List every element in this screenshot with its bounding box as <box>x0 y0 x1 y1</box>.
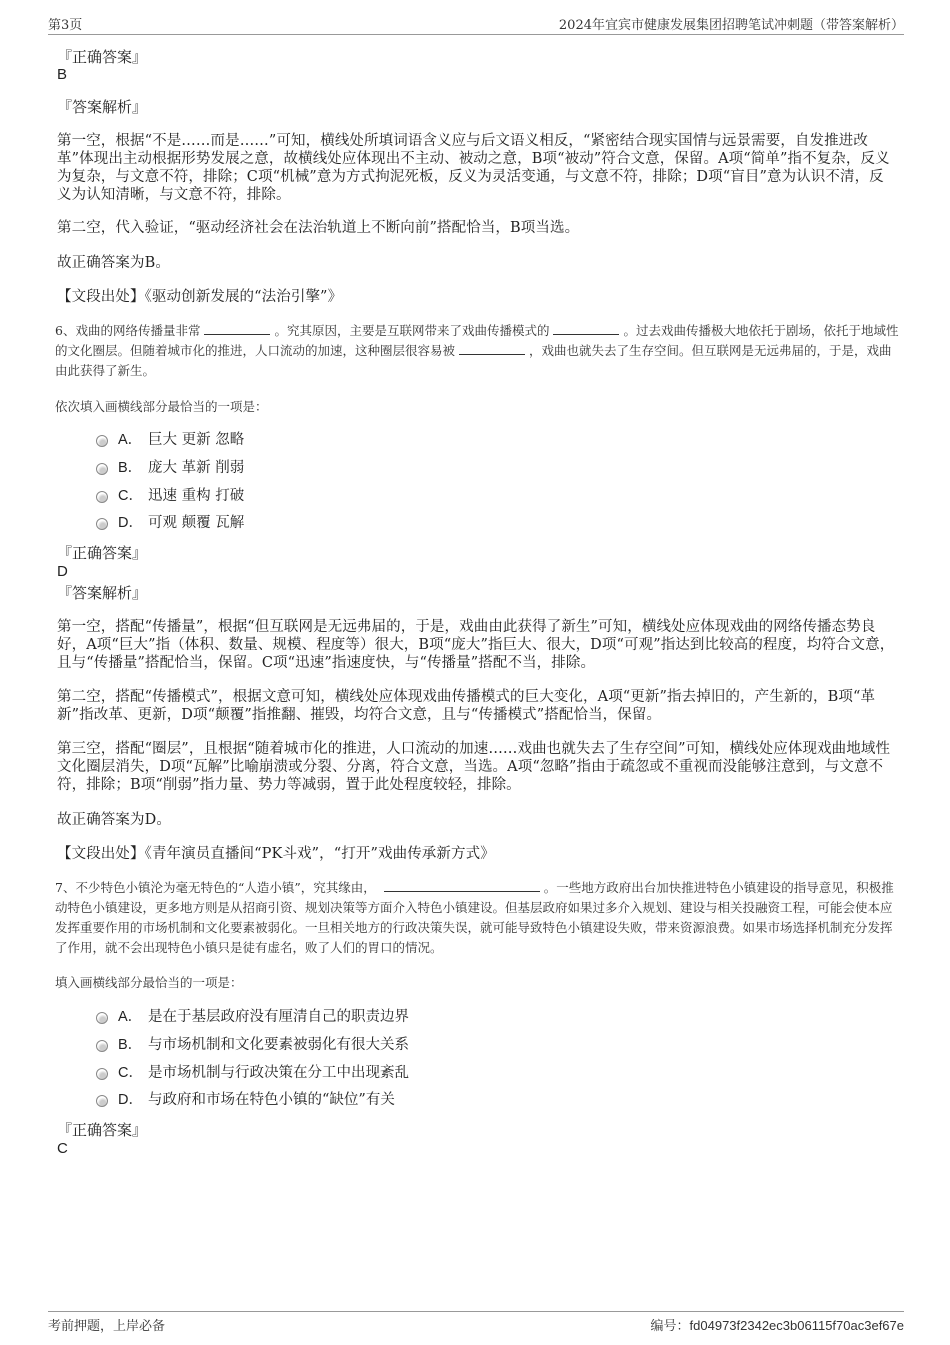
page-header <box>48 12 904 35</box>
radio-icon[interactable] <box>96 1068 108 1080</box>
footer-note: 考前押题，上岸必备 <box>48 1319 166 1334</box>
q7-stem: 7、不少特色小镇沦为毫无特色的“人造小镇”，究其缘由， 。一些地方政府出台加快推进特色小镇建设的指导意见，积极推动特色小镇建设，更多地方则是从招商引资、规划决策等方面介入特色小镇建设。但基层政府如果过多介入规划、建设与相关投融资工程，可能会使本应发挥重要作用的市场机制和文化要素被弱化。一旦相关地方的行政决策失误，就可能导致特色小镇建设失败，带来资源浪费。如果市场选择机制充分发挥了作用，就不会出现特色小镇只是徒有虚名，败了人们的胃口的情况。 <box>55 880 894 955</box>
q5-answer: B <box>57 66 68 83</box>
q5-analysis-conclusion: 故正确答案为B。 <box>57 255 170 271</box>
q6-prompt: 依次填入画横线部分最恰当的一项是： <box>55 399 268 414</box>
q6-stem: 6、戏曲的网络传播量非常 。究其原因，主要是互联网带来了戏曲传播模式的 。过去戏曲传播极大地依托于剧场，依托于地域性的文化圈层。但随着城市化的推进，人口流动的加速，这种圈层很容易被 ，戏曲也就失去了生存空间。但互联网是无远弗届的，于是，戏曲由此获得了新生。 <box>55 323 899 378</box>
q6-source: 【文段出处】《青年演员直播间“PK斗戏”，“打开”戏曲传承新方式》 <box>57 846 495 862</box>
q7-option-d[interactable]: D． 与政府和市场在特色小镇的“缺位”有关 <box>96 1090 395 1110</box>
radio-icon[interactable] <box>96 1095 108 1107</box>
radio-icon[interactable] <box>96 435 108 447</box>
radio-icon[interactable] <box>96 463 108 475</box>
document-title: 2024年宜宾市健康发展集团招聘笔试冲刺题（带答案解析） <box>558 18 904 33</box>
q6-analysis-paragraph-3: 第三空，搭配“圈层”，且根据“随着城市化的推进，人口流动的加速……戏曲也就失去了生存空间”可知，横线处应体现戏曲地域性文化圈层消失，D项“瓦解”比喻崩溃或分裂、分离，符合文意，当选。A项“忽略”指由于疏忽或不重视而没能够注意到，与文意不符，排除；B项“削弱”指力量、势力等减弱，置于此处程度较轻，排除。 <box>57 741 891 793</box>
q6-analysis-conclusion: 故正确答案为D。 <box>57 812 171 828</box>
radio-icon[interactable] <box>96 491 108 503</box>
q6-option-b[interactable]: B． 庞大 革新 削弱 <box>96 458 244 478</box>
q7-prompt: 填入画横线部分最恰当的一项是： <box>55 975 243 990</box>
q7-option-a[interactable]: A． 是在于基层政府没有厘清自己的职责边界 <box>96 1007 409 1027</box>
q7-option-c[interactable]: C． 是市场机制与行政决策在分工中出现紊乱 <box>96 1063 409 1083</box>
q6-option-a[interactable]: A． 巨大 更新 忽略 <box>96 430 244 450</box>
radio-icon[interactable] <box>96 1040 108 1052</box>
q6-analysis-heading: 『答案解析』 <box>57 584 148 602</box>
q7-answer-heading: 『正确答案』 <box>57 1121 148 1139</box>
blank-line <box>459 342 525 355</box>
q5-analysis-heading: 『答案解析』 <box>57 98 148 116</box>
document-code: 编号：fd04973f2342ec3b06115f70ac3ef67e <box>650 1318 904 1333</box>
q5-analysis-paragraph-2: 第二空，代入验证，“驱动经济社会在法治轨道上不断向前”搭配恰当，B项当选。 <box>57 220 580 236</box>
blank-line <box>553 322 619 335</box>
q5-analysis-paragraph-1: 第一空，根据“不是……而是……”可知，横线处所填词语含义应与后文语义相反，“紧密结合现实国情与远景需要，自发推进改革”体现出主动根据形势发展之意，故横线处应体现出不主动、被动之意，B项“被动”符合文意，保留。A项“简单”指不复杂，反义为复杂，与文意不符，排除；C项“机械”意为方式拘泥死板，反义为灵活变通，与文意不符，排除；D项“盲目”意为认识不清，反义为认知清晰，与文意不符，排除。 <box>57 133 890 203</box>
blank-line <box>384 879 540 892</box>
q6-answer: D <box>57 563 68 580</box>
q6-option-c[interactable]: C． 迅速 重构 打破 <box>96 486 244 506</box>
radio-icon[interactable] <box>96 518 108 530</box>
page-number: 第3页 <box>48 18 83 33</box>
q7-option-b[interactable]: B． 与市场机制和文化要素被弱化有很大关系 <box>96 1035 409 1055</box>
page-footer <box>48 1311 904 1334</box>
q5-source: 【文段出处】《驱动创新发展的“法治引擎”》 <box>57 289 343 305</box>
q6-option-d[interactable]: D． 可观 颠覆 瓦解 <box>96 513 244 533</box>
radio-icon[interactable] <box>96 1012 108 1024</box>
blank-line <box>204 322 270 335</box>
q6-analysis-paragraph-2: 第二空，搭配“传播模式”，根据文意可知，横线处应体现戏曲传播模式的巨大变化，A项“更新”指去掉旧的，产生新的，B项“革新”指改革、更新，D项“颠覆”指推翻、摧毁，均符合文意，且与“传播模式”搭配恰当，保留。 <box>57 689 876 723</box>
q6-analysis-paragraph-1: 第一空，搭配“传播量”，根据“但互联网是无远弗届的，于是，戏曲由此获得了新生”可知，横线处应体现戏曲的网络传播态势良好，A项“巨大”指（体积、数量、规模、程度等）很大，B项“庞大”指巨大、很大，D项“可观”指达到比较高的程度，均符合文意，且与“传播量”搭配恰当，保留。C项“迅速”指速度快，与“传播量”搭配不当，排除。 <box>57 619 895 671</box>
q5-answer-heading: 『正确答案』 <box>57 48 148 66</box>
q6-answer-heading: 『正确答案』 <box>57 544 148 562</box>
q7-answer: C <box>57 1140 68 1157</box>
